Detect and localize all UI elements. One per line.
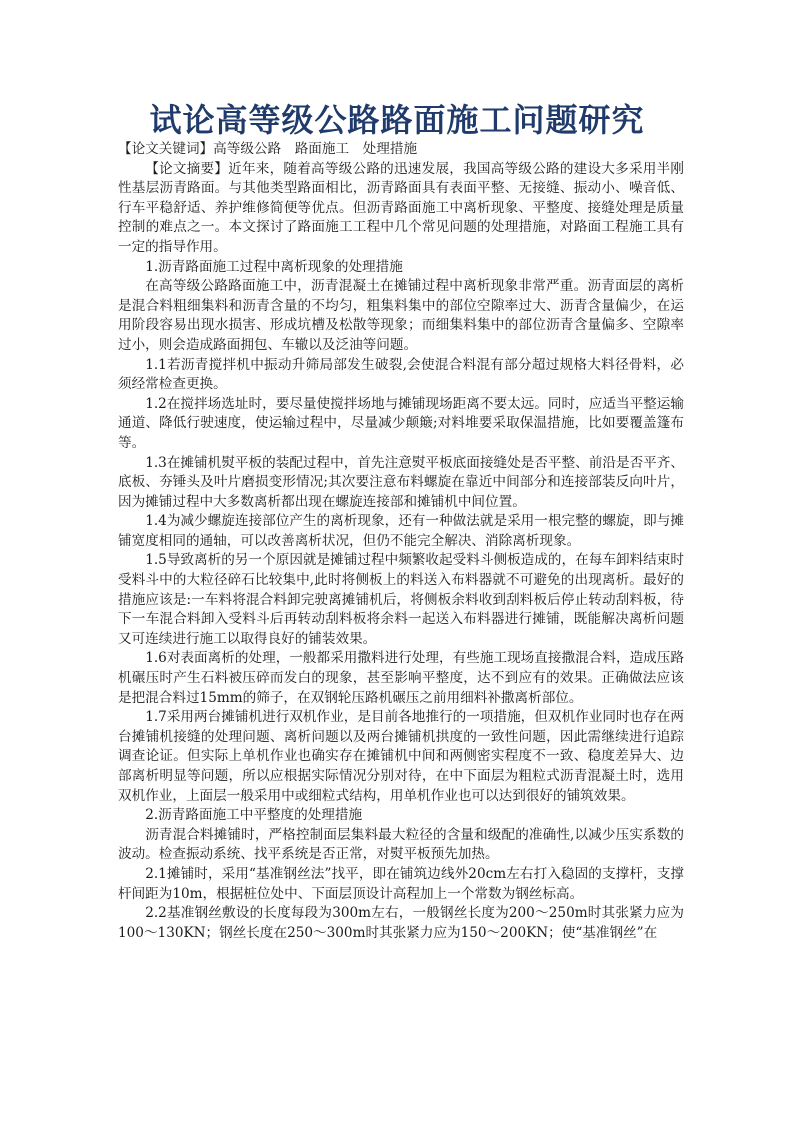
abstract-paragraph — [118, 160, 684, 258]
body-paragraph: 2.2基准钢丝敷设的长度每段为300m左右，一般钢丝长度为200～250m时其张紧力应为100～130KN；钢丝长度在250～300m时其张紧力应为150～200KN；使“基准钢丝”在 — [118, 905, 684, 941]
body-paragraph: 1.5导致离析的另一个原因就是摊铺过程中频繁收起受料斗侧板造成的，在每车卸料结束时受料斗中的大粒径碎石比较集中,此时将侧板上的料送入布料器就不可避免的出现离析。最好的措施应该是:一车料将混合料卸完驶离摊铺机后，将侧板余料收到刮料板后停止转动刮料板，待下一车混合料卸入受料斗后再转动刮料板将余料一起送入布料器进行摊铺，既能解决离析问题又可连续进行施工以取得良好的铺装效果。 — [118, 552, 684, 647]
paper-body — [118, 140, 684, 943]
section-heading-2: 2.沥青路面施工中平整度的处理措施 — [145, 807, 363, 824]
keywords-text: 高等级公路 路面施工 处理措施 — [213, 141, 418, 157]
section-heading-1: 1.沥青路面施工过程中离析现象的处理措施 — [145, 258, 403, 275]
abstract-text: 近年来，随着高等级公路的迅速发展，我国高等级公路的建设大多采用半刚性基层沥青路面。与其他类型路面相比，沥青路面具有表面平整、无接缝、振动小、噪音低、行车平稳舒适、养护维修简便等优点。但沥青路面施工中离析现象、平整度、接缝处理是质量控制的难点之一。本文探讨了路面施工工程中几个常见问题的处理措施，对路面工程施工具有一定的指导作用。 — [118, 160, 685, 255]
keywords-line — [118, 140, 684, 160]
body-paragraph: 1.7采用两台摊铺机进行双机作业，是目前各地推行的一项措施，但双机作业同时也存在两台摊铺机接缝的处理问题、离析问题以及两台摊铺机拱度的一致性问题，因此需继续进行追踪调查论证。但实际上单机作业也确实存在摊铺机中间和两侧密实程度不一致、稳度差异大、边部离析明显等问题，所以应根据实际情况分别对待，在中下面层为粗粒式沥青混凝土时，选用双机作业，上面层一般采用中或细粒式结构，用单机作业也可以达到很好的铺筑效果。 — [118, 709, 684, 804]
body-paragraph: 1.2在搅拌场选址时，要尽量使搅拌场地与摊铺现场距离不要太远。同时，应适当平整运输通道、降低行驶速度，使运输过程中，尽量减少颠簸;对料堆要采取保温措施，比如要覆盖篷布等。 — [118, 395, 684, 451]
body-paragraph: 沥青混合料摊铺时，严格控制面层集料最大粒径的含量和级配的准确性,以减少压实系数的波动。检查振动系统、找平系统是否正常，对熨平板预先加热。 — [118, 826, 684, 863]
body-paragraph: 1.3在摊铺机熨平板的装配过程中，首先注意熨平板底面接缝处是否平整、前沿是否平齐、底板、夯锤头及叶片磨损变形情况;其次要注意布料螺旋在靠近中间部分和连接部装反向叶片，因为摊铺过程中大多数离析都出现在螺旋连接部和摊铺机中间位置。 — [118, 454, 684, 510]
body-paragraph: 在高等级公路路面施工中，沥青混凝土在摊铺过程中离析现象非常严重。沥青面层的离析是混合料粗细集料和沥青含量的不均匀，粗集料集中的部位空隙率过大、沥青含量偏少，在运用阶段容易出现水损害、形成坑槽及松散等现象；而细集料集中的部位沥青含量偏多、空隙率过小，则会造成路面拥包、车辙以及泛油等问题。 — [118, 278, 684, 353]
body-paragraph: 1.4为减少螺旋连接部位产生的离析现象，还有一种做法就是采用一根完整的螺旋，即与摊铺宽度相同的通轴，可以改善离析状况，但仍不能完全解决、消除离析现象。 — [118, 513, 684, 549]
body-paragraph: 1.1若沥青搅拌机中振动升筛局部发生破裂,会使混合料混有部分超过规格大料径骨料，必须经常检查更换。 — [118, 356, 684, 393]
paper-title: 试论高等级公路路面施工问题研究 — [149, 101, 645, 139]
abstract-label: 【论文摘要】 — [145, 160, 229, 177]
body-paragraph: 1.6对表面离析的处理，一般都采用撒料进行处理，有些施工现场直接撒混合料，造成压路机碾压时产生石料被压碎而发白的现象，甚至影响平整度，达不到应有的效果。正确做法应该是把混合料过15mm的筛子，在双钢轮压路机碾压之前用细料补撒离析部位。 — [118, 650, 684, 706]
body-paragraph: 2.1摊铺时，采用“基准钢丝法”找平，即在铺筑边线外20cm左右打入稳固的支撑杆，支撑杆间距为10m，根据桩位处中、下面层顶设计高程加上一个常数为钢丝标高。 — [118, 865, 684, 902]
keywords-label: 【论文关键词】 — [118, 141, 214, 157]
